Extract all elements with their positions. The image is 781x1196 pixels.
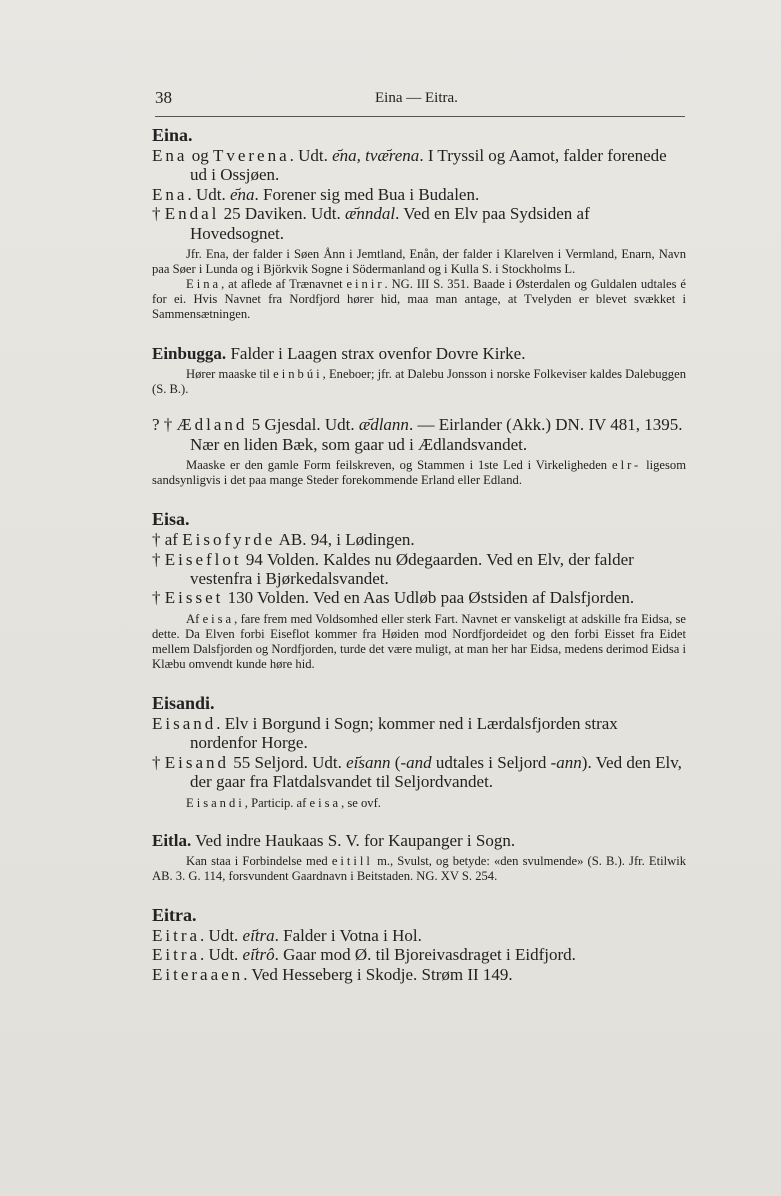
entry-head-eitla: Eitla. <box>152 830 192 850</box>
word: Eisandi <box>186 795 245 810</box>
pronunciation: -ann <box>550 752 582 772</box>
text: og <box>187 146 213 165</box>
place-name: Eitra <box>152 925 201 945</box>
page-number: 38 <box>155 88 172 107</box>
entry-head-eina: Eina. <box>152 125 193 145</box>
dagger-mark: † <box>152 752 165 772</box>
place-name: Tverena <box>212 146 290 165</box>
word: Eina <box>186 277 222 292</box>
dictionary-content <box>152 124 686 984</box>
place-name: Ena <box>152 146 188 165</box>
text: . Udt. <box>200 925 243 945</box>
word: einbúi <box>273 367 323 382</box>
dagger-mark: † <box>152 549 165 569</box>
text: m., Svulst, og betyde: «den svulmende» (S. B.). Jfr. Etilwik AB. 3. G. 114, forsvundent Gaardnavn i Beitstaden. NG. XV S. 254. <box>152 853 686 883</box>
pronunciation: e᷄na <box>229 184 255 204</box>
running-title: Eina — Eitra. <box>375 90 458 106</box>
place-name: Endal <box>164 204 220 224</box>
text: 94 Volden. Kaldes nu Ødegaarden. Ved en Elv, der falder vestenfra i Bjørkedalsvandet. <box>190 549 634 589</box>
word: eisa <box>202 611 235 626</box>
text: . I Tryssil og Aamot, falder forenede ud i Ossjøen. <box>190 146 667 185</box>
place-name: Ædland <box>176 415 248 435</box>
text: , Eneboer; jfr. at Dalebu Jonsson i norske Folkeviser kaldes Dalebuggen (S. B.). <box>152 367 686 397</box>
entry-endal <box>152 204 686 243</box>
entry-ena <box>152 185 686 204</box>
pronunciation: ei᷄trô <box>242 945 275 965</box>
text: Maaske er den gamle Form feilskreven, og Stammen i 1ste Led i Virkeligheden <box>186 458 612 473</box>
note <box>152 796 686 811</box>
entry-einbugga <box>152 344 686 363</box>
text: . Elv i Borgund i Sogn; kommer ned i Lærdalsfjorden strax nordenfor Horge. <box>190 713 618 753</box>
text: , at aflede af Trænavnet <box>221 277 347 292</box>
entry-eisofyrde <box>152 530 686 549</box>
note <box>152 612 686 672</box>
text: Kan staa i Forbindelse med <box>186 853 332 868</box>
text: Af <box>186 611 203 626</box>
text: 5 Gjesdal. Udt. <box>247 415 359 435</box>
page-header <box>155 86 685 117</box>
text: ligesom sandsynligvis i det paa mange Steder forekommende Erland eller Edland. <box>152 458 686 488</box>
text: . Ved en Elv paa Sydsiden af Hovedsognet. <box>190 204 590 243</box>
text: , Particip. af <box>244 795 310 810</box>
note <box>152 367 686 397</box>
text: . NG. III S. 351. Baade i Østerdalen og Guldalen udtales é for ei. Hvis Navnet fra Nordfjord hører hid, maa man antage, at Tvelyden er blevet svækket i Sammensætningen. <box>152 277 686 322</box>
text: Hører maaske til <box>186 367 274 382</box>
entry-ena-tverena <box>152 146 686 185</box>
entry-head-eisandi: Eisandi. <box>152 692 215 713</box>
note <box>152 854 686 884</box>
dagger-mark: † <box>152 530 165 550</box>
word: eisa <box>309 795 342 810</box>
place-name: Ena <box>152 184 188 204</box>
text: . Gaar mod Ø. til Bjoreivasdraget i Eidfjord. <box>274 945 576 965</box>
place-name: Eiseflot <box>164 549 242 569</box>
place-name: Eisset <box>164 588 224 608</box>
note <box>152 277 686 322</box>
place-name: Eiteraaen <box>152 964 244 984</box>
word: einir <box>346 277 385 292</box>
entry-eisset <box>152 588 686 607</box>
entry-eitla <box>152 831 686 850</box>
entry-eitra-eidfjord <box>152 945 686 964</box>
text: af <box>164 530 183 550</box>
pronunciation: ei᷄tra <box>242 925 275 945</box>
note <box>152 458 686 488</box>
entry-eisand-seljord <box>152 753 686 792</box>
text: Ved indre Haukaas S. V. for Kaupanger i Sogn. <box>191 830 516 850</box>
place-name: Eisand <box>152 713 217 733</box>
word: eitill <box>331 853 373 868</box>
pronunciation: e᷄na, tvæ᷄rena <box>332 146 420 165</box>
text: ( <box>390 752 401 772</box>
pronunciation: æ᷄dlann <box>358 415 409 435</box>
text: AB. 94, i Lødingen. <box>275 530 415 550</box>
entry-aedland <box>152 415 686 454</box>
pronunciation: -and <box>400 752 432 772</box>
dagger-mark: † <box>152 588 165 608</box>
text: , fare frem med Voldsomhed eller sterk Fart. Navnet er vanskeligt at adskille fra Eidsa, se dette. Da Elven forbi Eiseflot kommer fra Høiden mod Nordfjordeidet og den forbi Eisset fra Eidet mellem Dalsfjorden og Nordfjorden, turde det være muligt, at man her har Eidsa, medens derimod Eidsa i Klæbu omvendt kunde høre hid. <box>152 611 686 671</box>
entry-head-eitra: Eitra. <box>152 904 197 925</box>
text: udtales i Seljord <box>431 752 551 772</box>
entry-head-einbugga: Einbugga. <box>152 344 227 364</box>
text: Falder i Laagen strax ovenfor Dovre Kirke. <box>226 344 526 364</box>
word: elr- <box>611 458 642 473</box>
text: . Ved Hesseberg i Skodje. Strøm II 149. <box>243 964 513 984</box>
text: . Falder i Votna i Hol. <box>274 925 422 945</box>
text: ). Ved den Elv, der gaar fra Flatdalsvandet til Seljordvandet. <box>190 752 682 792</box>
text: . Udt. <box>200 945 243 965</box>
place-name: Eisofyrde <box>182 530 276 550</box>
text: 130 Volden. Ved en Aas Udløb paa Østsiden af Dalsfjorden. <box>223 588 635 608</box>
entry-eiteraaen <box>152 965 686 984</box>
text: 25 Daviken. Udt. <box>219 204 345 224</box>
place-name: Eitra <box>152 945 201 965</box>
text: . Forener sig med Bua i Budalen. <box>254 184 480 204</box>
pronunciation: ei᷄sann <box>346 752 391 772</box>
entry-eitra-hol <box>152 926 686 945</box>
entry-eiseflot <box>152 550 686 589</box>
text: . Udt. <box>187 184 230 204</box>
dagger-mark: ? † <box>152 415 177 435</box>
text: . — Eirlander (Akk.) DN. IV 481, 1395. Nær en liden Bæk, som gaar ud i Ædlandsvandet. <box>190 415 683 454</box>
text: 55 Seljord. Udt. <box>229 752 347 772</box>
place-name: Eisand <box>164 752 230 772</box>
entry-head-eisa: Eisa. <box>152 509 190 530</box>
entry-eisand-elv <box>152 714 686 753</box>
note: Jfr. Ena, der falder i Søen Ånn i Jemtland, Enån, der falder i Klarelven i Vermland, Enarn, Navn paa Søer i Lunda og i Björkvik Sogne i Södermanland og i Kulla S. i Stockholms L. <box>152 247 686 277</box>
text: , se ovf. <box>341 795 381 810</box>
dagger-mark: † <box>152 204 165 224</box>
pronunciation: æ᷄nndal <box>345 204 396 224</box>
text: . Udt. <box>289 146 333 165</box>
